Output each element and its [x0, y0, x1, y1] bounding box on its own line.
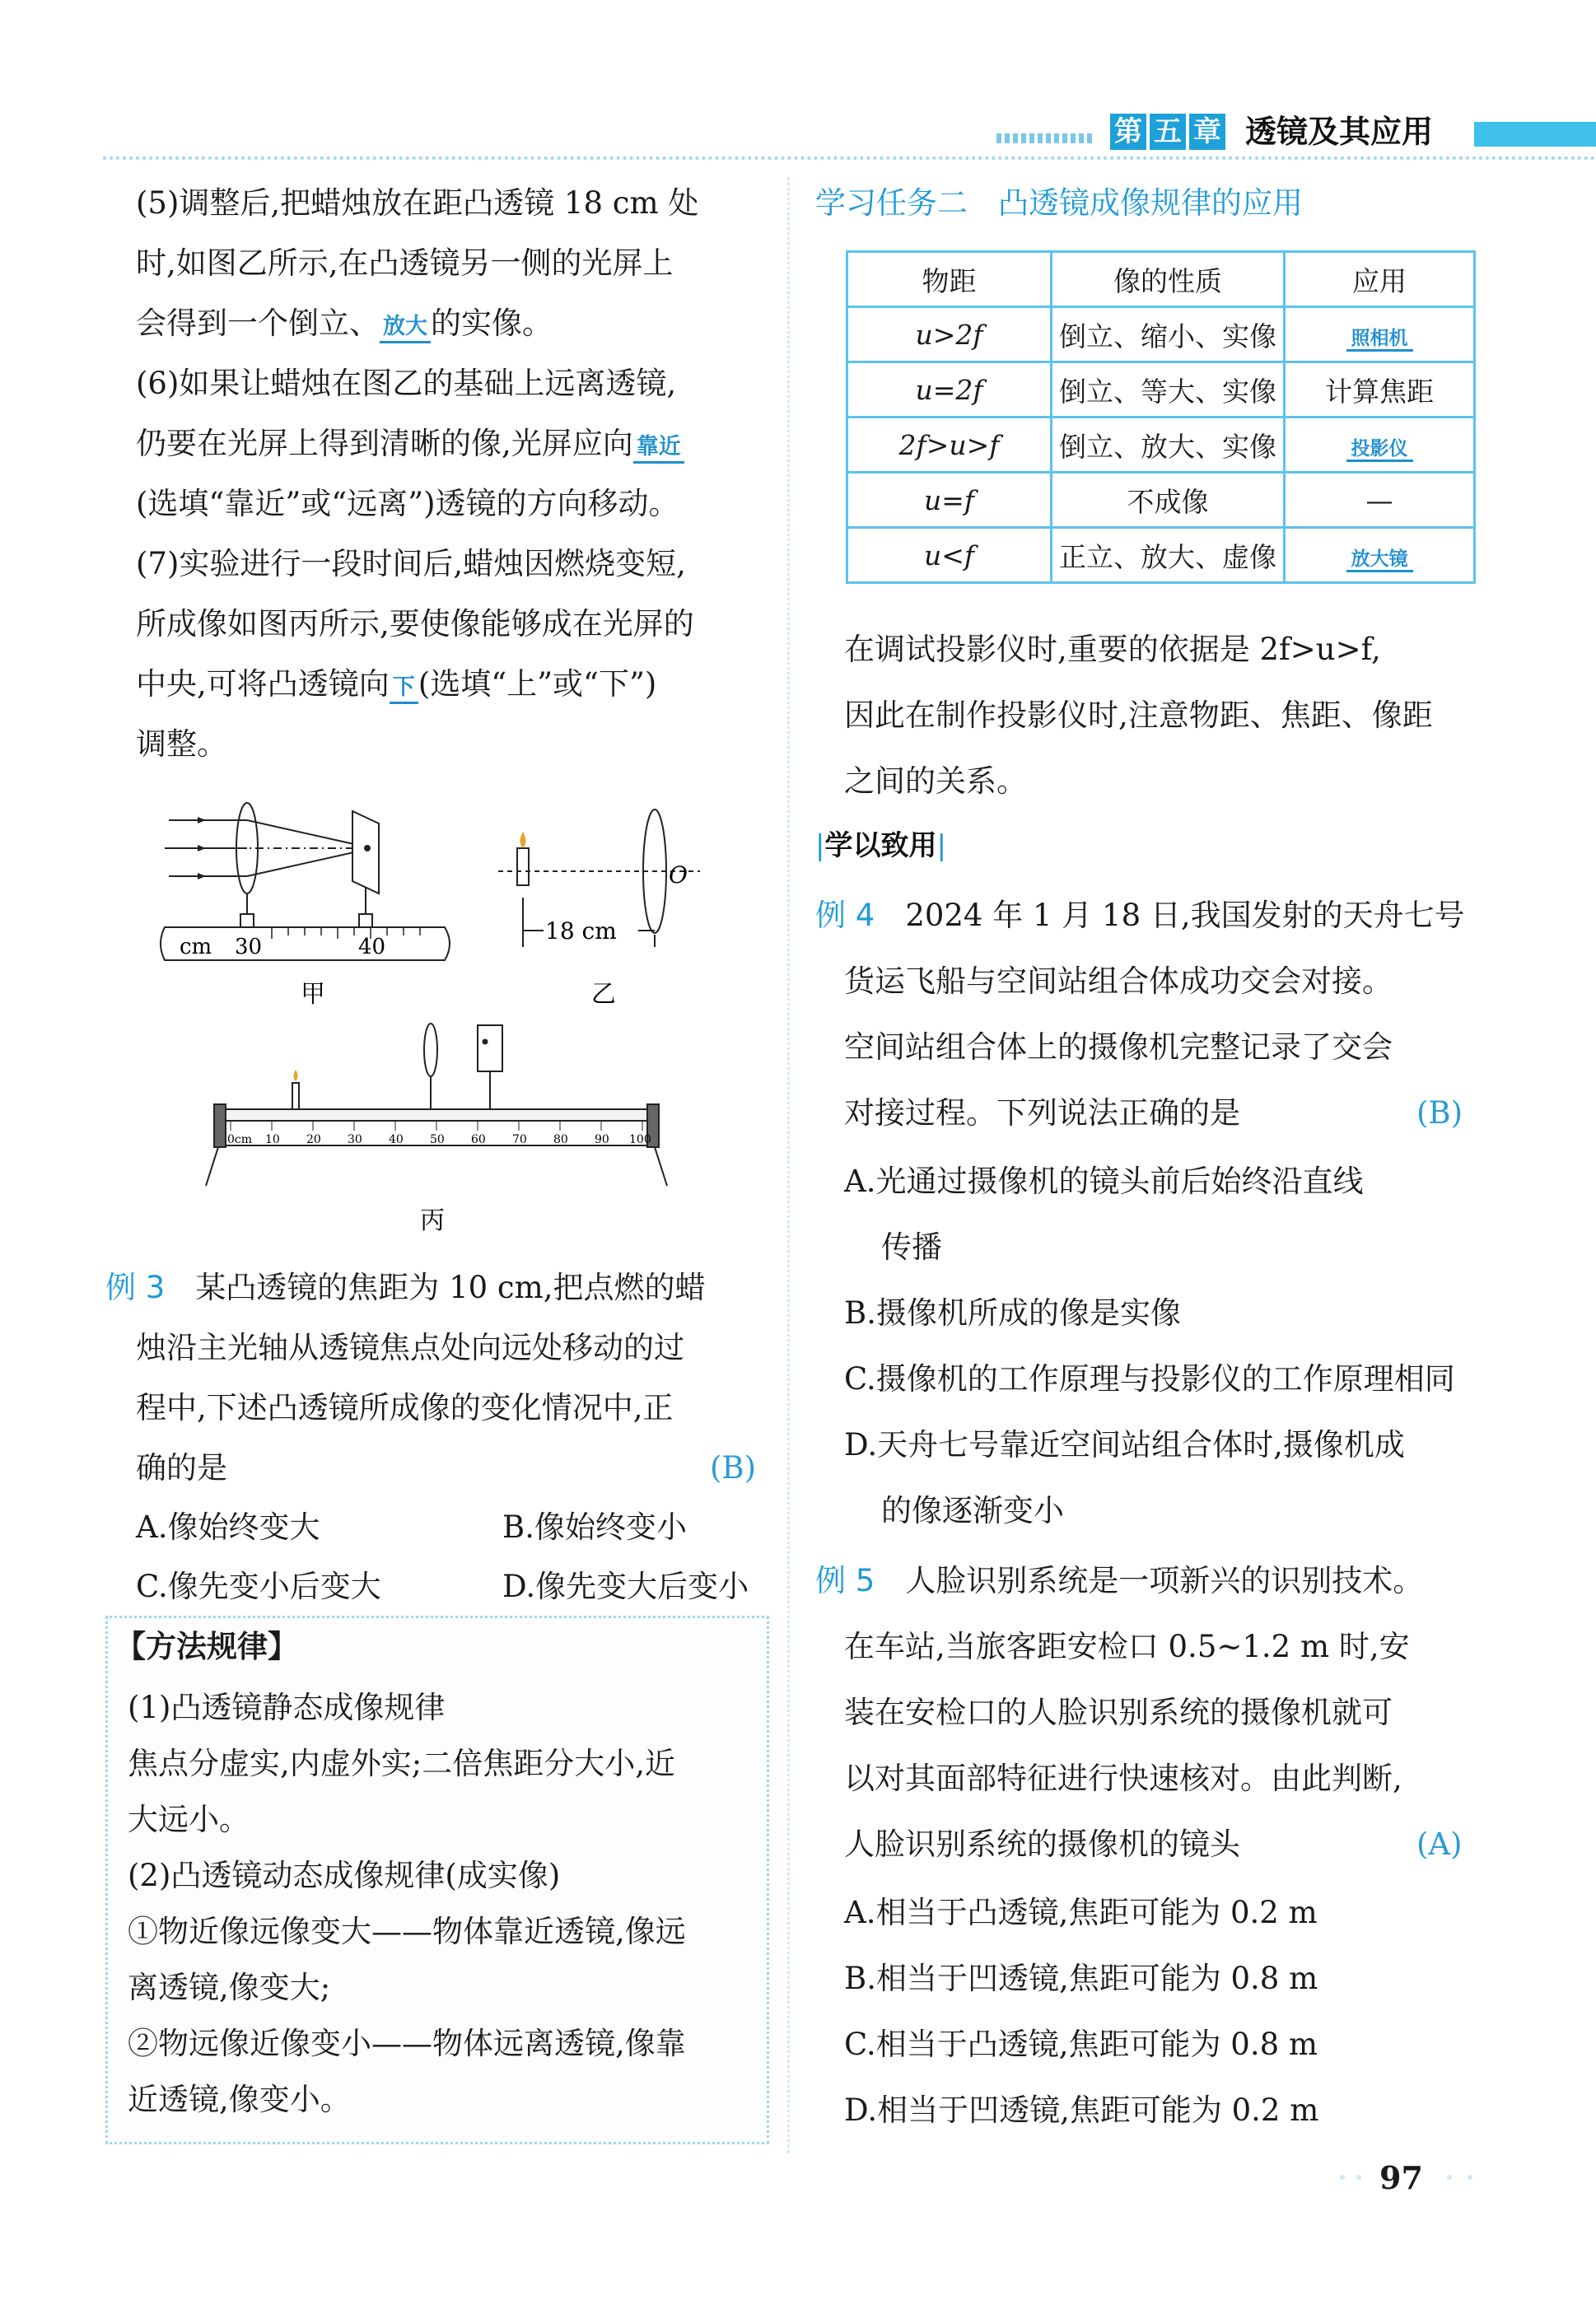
ex4-tag: 例 4 [815, 898, 875, 933]
ex5-tag: 例 5 [815, 1563, 875, 1598]
table-header: 应用 [1285, 252, 1475, 307]
cell-app: — [1285, 473, 1475, 528]
method-title: 【方法规律】 [115, 1629, 298, 1664]
table-header-row [847, 252, 1475, 307]
cell-app-answer: 投影仪 [1346, 438, 1413, 462]
chapter-title: 透镜及其应用 [1245, 114, 1434, 150]
ex3-line1 [105, 1257, 705, 1318]
figure-yi [494, 807, 708, 1013]
p6-line2 [136, 413, 684, 474]
ex4-option-d: D.天舟七号靠近空间站组合体时,摄像机成 [844, 1427, 1405, 1463]
scale-tick: 40 [389, 1133, 404, 1146]
figure-bing-label: 丙 [420, 1206, 445, 1235]
note-line: 因此在制作投影仪时,注意物距、焦距、像距 [844, 697, 1433, 733]
table-row [847, 362, 1475, 418]
cell-app-answer: 照相机 [1346, 328, 1413, 352]
cell-u: u=2f [847, 362, 1052, 418]
ex5-answer: (A) [1416, 1826, 1463, 1862]
scale-tick: 0cm [227, 1133, 253, 1146]
p7-line1: (7)实验进行一段时间后,蜡烛因燃烧变短, [136, 546, 686, 581]
header-divider [103, 156, 1596, 160]
ex5-option-d: D.相当于凹透镜,焦距可能为 0.2 m [844, 2092, 1319, 2128]
scale-tick: 30 [348, 1133, 362, 1146]
note-line: 在调试投影仪时,重要的依据是 2f>u>f, [844, 632, 1381, 667]
scale-tick: 70 [512, 1133, 527, 1146]
chapter-char: 章 [1189, 114, 1225, 150]
screen [352, 811, 379, 893]
p7-text-mid: (选填“上”或“下”) [418, 666, 657, 702]
apply-title: 学以致用 [824, 829, 937, 862]
scale-tick: 80 [553, 1133, 568, 1146]
ex3-option-b: B.像始终变小 [502, 1509, 687, 1545]
cell-app [1285, 307, 1475, 362]
bench-top [222, 1109, 651, 1121]
p6-line1: (6)如果让蜡烛在图乙的基础上远离透镜, [136, 366, 677, 401]
ex4-option-c: C.摄像机的工作原理与投影仪的工作原理相同 [844, 1361, 1455, 1397]
p5-line3 [136, 293, 553, 353]
method-line: 离透镜,像变大; [128, 1970, 331, 2005]
ruler-tick-30: 30 [235, 935, 263, 959]
cell-u: 2f>u>f [847, 418, 1052, 473]
ex3-line2: 烛沿主光轴从透镜焦点处向远处移动的过 [136, 1330, 684, 1365]
ex3-line4: 确的是 [136, 1450, 227, 1486]
p7-line4: 调整。 [136, 726, 227, 762]
header-stripes [996, 133, 1095, 143]
task-title: 学习任务二 凸透镜成像规律的应用 [815, 185, 1303, 221]
ex3-option-c: C.像先变小后变大 [136, 1569, 381, 1604]
method-line: ②物远像近像变小——物体远离透镜,像靠 [128, 2026, 686, 2061]
p7-answer: 下 [390, 674, 418, 704]
p6-line3: (选填“靠近”或“远离”)透镜的方向移动。 [136, 486, 679, 521]
method-line: (1)凸透镜静态成像规律 [128, 1690, 446, 1725]
ex5-option-c: C.相当于凸透镜,焦距可能为 0.8 m [844, 2027, 1318, 2062]
chapter-char: 五 [1150, 114, 1186, 150]
p5-text-end: 的实像。 [431, 306, 553, 341]
ex4-answer: (B) [1416, 1095, 1463, 1131]
page-number: 97 [1379, 2159, 1423, 2196]
ex5-option-b: B.相当于凹透镜,焦距可能为 0.8 m [844, 1961, 1318, 1996]
ex4-option-a-cont: 传播 [881, 1229, 942, 1265]
ex3-answer: (B) [710, 1450, 757, 1486]
ex3-option-a: A.像始终变大 [136, 1509, 320, 1545]
p6-answer: 靠近 [633, 433, 684, 464]
header-tail-bar [1474, 122, 1596, 147]
method-line: ①物近像远像变大——物体靠近透镜,像远 [128, 1914, 686, 1949]
ruler-unit: cm [180, 935, 212, 959]
ex5-line4: 以对其面部特征进行快速核对。由此判断, [844, 1761, 1402, 1796]
ex5-line5: 人脸识别系统的摄像机的镜头 [844, 1826, 1240, 1862]
note-line: 之间的关系。 [844, 763, 1027, 799]
cell-app [1285, 528, 1475, 583]
table-row [847, 418, 1475, 473]
figure-jia-label: 甲 [301, 980, 325, 1009]
table-header: 像的性质 [1052, 252, 1285, 307]
p5-line1: (5)调整后,把蜡烛放在距凸透镜 18 cm 处 [136, 185, 699, 221]
optical-center-label: O [669, 861, 688, 889]
ex4-line1 [815, 883, 1465, 949]
cell-nature: 倒立、缩小、实像 [1052, 307, 1285, 362]
ex4-line2: 货运飞船与空间站组合体成功交会对接。 [844, 963, 1393, 999]
table-row [847, 473, 1475, 528]
table-row [847, 528, 1475, 583]
scale-tick: 90 [595, 1133, 609, 1146]
figure-jia [156, 782, 469, 1013]
ruler-tick-40: 40 [358, 935, 386, 959]
ex5-option-a: A.相当于凸透镜,焦距可能为 0.2 m [844, 1895, 1318, 1930]
ex4-option-b: B.摄像机所成的像是实像 [844, 1295, 1181, 1331]
ex3-option-d: D.像先变大后变小 [502, 1569, 749, 1604]
scale-tick: 60 [471, 1133, 486, 1146]
cell-app [1285, 418, 1475, 473]
cell-nature: 倒立、放大、实像 [1052, 418, 1285, 473]
ex5-line1 [815, 1548, 1423, 1614]
distance-label: 18 cm [545, 917, 617, 945]
candle [517, 848, 529, 885]
method-line: 大远小。 [128, 1802, 250, 1837]
cell-nature: 正立、放大、虚像 [1052, 528, 1285, 583]
p5-line2: 时,如图乙所示,在凸透镜另一侧的光屏上 [136, 245, 674, 281]
chapter-char: 第 [1110, 114, 1146, 150]
cell-app: 计算焦距 [1285, 362, 1475, 418]
ex5-line2: 在车站,当旅客距安检口 0.5~1.2 m 时,安 [844, 1629, 1410, 1664]
ex4-option-d-cont: 的像逐渐变小 [881, 1493, 1064, 1528]
ex3-text: 某凸透镜的焦距为 10 cm,把点燃的蜡 [195, 1270, 706, 1305]
scale-tick: 10 [265, 1133, 280, 1146]
ex5-text: 人脸识别系统是一项新兴的识别技术。 [905, 1563, 1424, 1598]
ex3-line3: 程中,下述凸透镜所成像的变化情况中,正 [136, 1390, 674, 1425]
method-line: 近透镜,像变小。 [128, 2082, 351, 2117]
figure-bing [181, 1017, 692, 1239]
scale-tick: 50 [430, 1133, 445, 1146]
p7-line2: 所成像如图丙所示,要使像能够成在光屏的 [136, 606, 694, 641]
table-header: 物距 [847, 252, 1052, 307]
scale-tick: 100 [629, 1133, 651, 1146]
table-row [847, 307, 1475, 362]
p6-text: 仍要在光屏上得到清晰的像,光屏应向 [136, 426, 633, 461]
ex4-option-a: A.光通过摄像机的镜头前后始终沿直线 [844, 1164, 1364, 1199]
scale-tick: 20 [306, 1133, 321, 1146]
apply-title-wrap: |学以致用| [815, 829, 946, 862]
method-line: (2)凸透镜动态成像规律(成实像) [128, 1858, 561, 1893]
cell-u: u>2f [847, 307, 1052, 362]
method-line: 焦点分虚实,内虚外实;二倍焦距分大小,近 [128, 1746, 675, 1781]
ex4-line3: 空间站组合体上的摄像机完整记录了交会 [844, 1029, 1393, 1065]
figure-yi-label: 乙 [591, 980, 616, 1009]
ex4-line4: 对接过程。下列说法正确的是 [844, 1095, 1240, 1131]
ex3-tag: 例 3 [105, 1270, 166, 1305]
cell-app-answer: 放大镜 [1346, 548, 1413, 572]
imaging-rules-table [846, 250, 1476, 584]
cell-u: u=f [847, 473, 1052, 528]
chapter-badge [1100, 111, 1235, 152]
ex4-text: 2024 年 1 月 18 日,我国发射的天舟七号 [905, 898, 1465, 933]
cell-u: u<f [847, 528, 1052, 583]
cell-nature: 不成像 [1052, 473, 1285, 528]
p7-line3 [136, 654, 656, 714]
p7-text: 中央,可将凸透镜向 [136, 666, 390, 702]
column-divider [787, 177, 790, 2153]
cell-nature: 倒立、等大、实像 [1052, 362, 1285, 418]
p5-answer: 放大 [380, 313, 431, 343]
p5-text: 会得到一个倒立、 [136, 306, 380, 341]
ex5-line3: 装在安检口的人脸识别系统的摄像机就可 [844, 1695, 1393, 1730]
